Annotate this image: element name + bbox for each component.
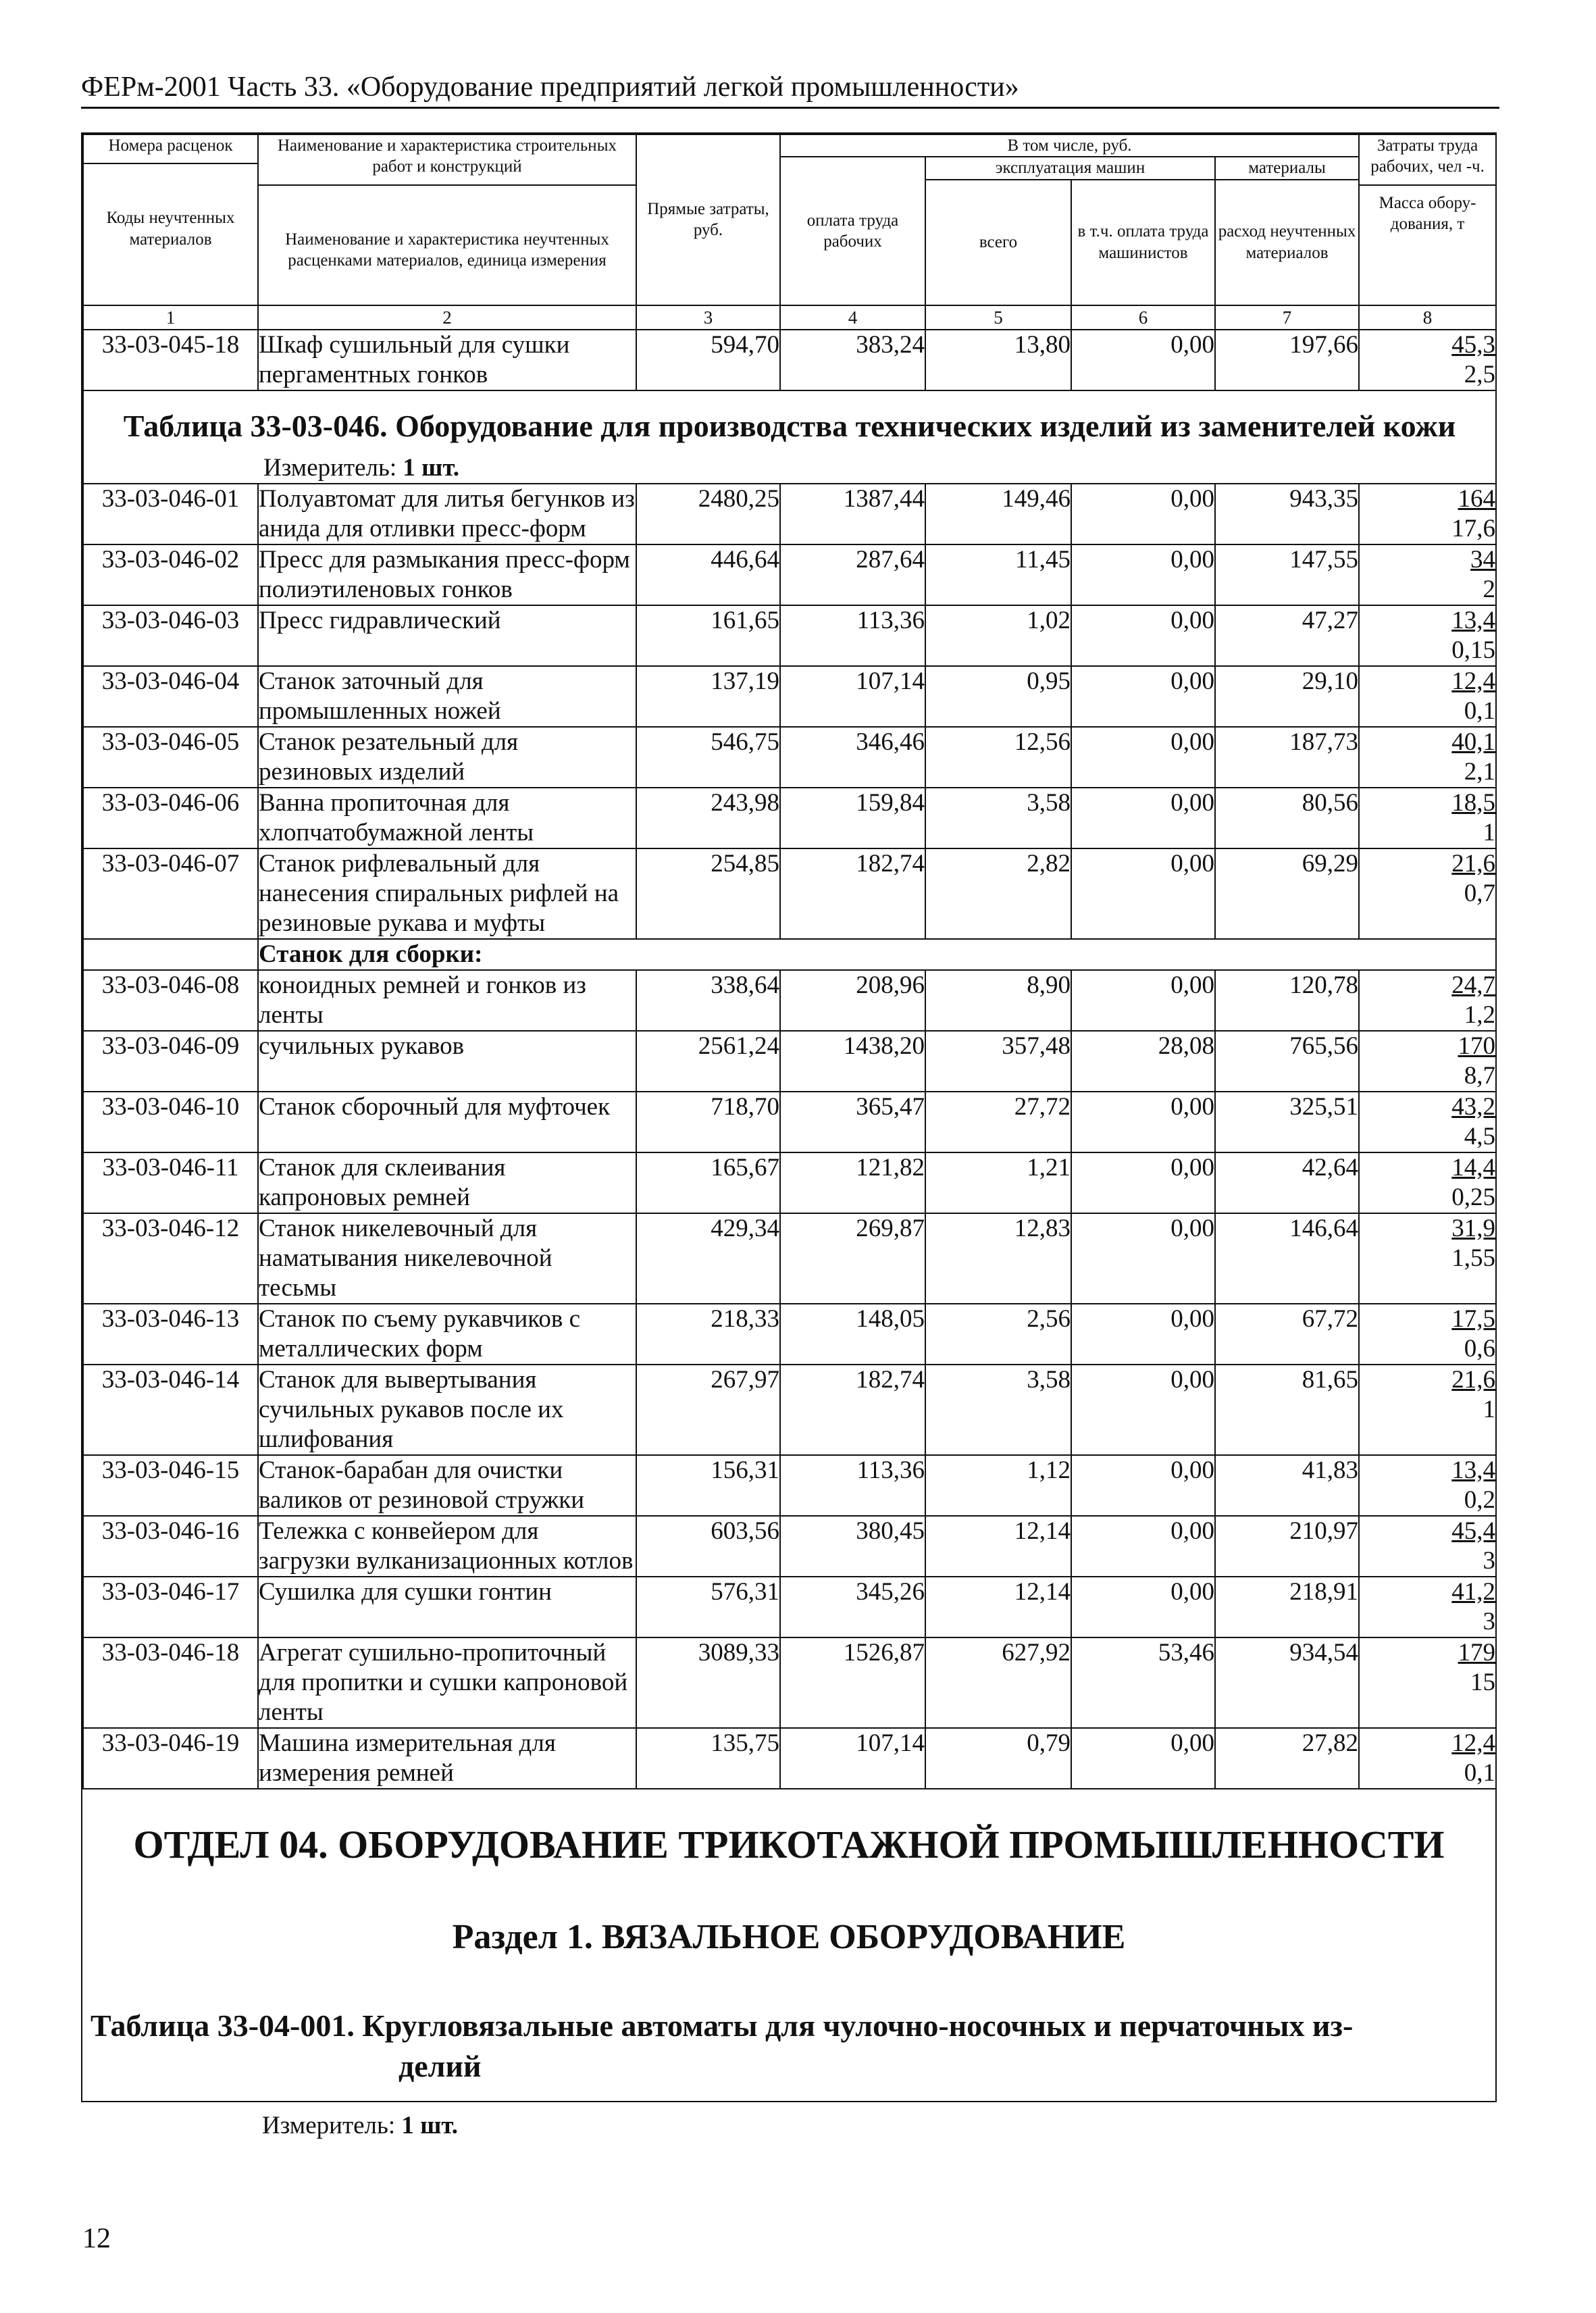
row-code: 33-03-046-08 bbox=[83, 970, 258, 1031]
row-mass: 3 bbox=[1483, 1546, 1496, 1575]
row-labor-hours: 40,1 bbox=[1451, 728, 1496, 756]
row-machine-total: 627,92 bbox=[925, 1637, 1071, 1728]
row-labor-mass bbox=[1359, 1577, 1496, 1637]
table1-meter-value: 1 шт. bbox=[403, 453, 460, 482]
row-labor-pay: 113,36 bbox=[780, 605, 925, 666]
row-name: коноидных ремней и гонков из ленты bbox=[258, 970, 636, 1031]
row-name: Станок-барабан для очистки валиков от резиновой стружки bbox=[258, 1455, 636, 1516]
row-operator-pay: 0,00 bbox=[1071, 1728, 1215, 1789]
col-num-6: 6 bbox=[1071, 305, 1215, 330]
row-operator-pay: 0,00 bbox=[1071, 970, 1215, 1031]
row-operator-pay: 0,00 bbox=[1071, 1577, 1215, 1637]
row-labor-pay: 1387,44 bbox=[780, 484, 925, 544]
table2-meter bbox=[262, 2111, 1495, 2140]
row-operator-pay: 0,00 bbox=[1071, 1092, 1215, 1152]
row-labor-pay: 365,47 bbox=[780, 1092, 925, 1152]
row-mass: 0,1 bbox=[1464, 696, 1496, 725]
row-labor-mass bbox=[1359, 1092, 1496, 1152]
header-labor-pay: оплата труда рабочих bbox=[780, 157, 925, 305]
row-labor-hours: 13,4 bbox=[1451, 1456, 1496, 1484]
table1-title: Таблица 33-03-046. Оборудование для производства технических изделий из заменителей кожи bbox=[123, 408, 1456, 443]
row-operator-pay: 0,00 bbox=[1071, 1152, 1215, 1213]
row-direct-cost: 161,65 bbox=[636, 605, 780, 666]
row-labor-hours: 34 bbox=[1470, 545, 1496, 574]
row-mass: 0,7 bbox=[1464, 879, 1496, 907]
row-name: сучильных рукавов bbox=[258, 1031, 636, 1092]
row-mass: 0,25 bbox=[1451, 1183, 1496, 1211]
row-direct-cost: 338,64 bbox=[636, 970, 780, 1031]
row-code: 33-03-046-11 bbox=[83, 1152, 258, 1213]
header-col1-bottom: Коды неучтенных материалов bbox=[106, 209, 235, 249]
row-machine-total: 12,14 bbox=[925, 1577, 1071, 1637]
row-operator-pay: 53,46 bbox=[1071, 1637, 1215, 1728]
row-code: 33-03-046-06 bbox=[83, 788, 258, 848]
row-materials: 943,35 bbox=[1215, 484, 1359, 544]
row-machine-total: 2,82 bbox=[925, 848, 1071, 939]
row-labor-hours: 12,4 bbox=[1451, 667, 1496, 695]
row-machine-total: 12,56 bbox=[925, 727, 1071, 788]
row-direct-cost: 254,85 bbox=[636, 848, 780, 939]
row-mass: 17,6 bbox=[1451, 514, 1496, 542]
table-row bbox=[83, 605, 1496, 666]
row-labor-mass bbox=[1359, 484, 1496, 544]
row-code: 33-03-046-01 bbox=[83, 484, 258, 544]
row-labor-hours: 41,2 bbox=[1451, 1577, 1496, 1606]
table1-meter-label: Измеритель: bbox=[263, 453, 397, 482]
header-col2-top: Наименование и характеристика строительных работ и конструкций bbox=[277, 136, 617, 176]
header-col8-top: Затраты труда рабочих, чел -ч. bbox=[1370, 136, 1485, 176]
row-labor-pay: 107,14 bbox=[780, 1728, 925, 1789]
row-name: Станок для склеивания капроновых ремней bbox=[258, 1152, 636, 1213]
row-mass: 15 bbox=[1470, 1668, 1496, 1696]
row-labor-mass bbox=[1359, 605, 1496, 666]
row-labor-mass bbox=[1359, 1213, 1496, 1304]
row-operator-pay: 0,00 bbox=[1071, 666, 1215, 727]
row-code: 33-03-046-12 bbox=[83, 1213, 258, 1304]
table-row bbox=[83, 1455, 1496, 1516]
header-operator-pay: в т.ч. оплата труда машинистов bbox=[1071, 180, 1215, 305]
row-materials: 210,97 bbox=[1215, 1516, 1359, 1577]
row-machine-total: 11,45 bbox=[925, 544, 1071, 605]
row-mass: 1 bbox=[1483, 818, 1496, 846]
row-materials: 187,73 bbox=[1215, 727, 1359, 788]
row-labor-mass bbox=[1359, 1031, 1496, 1092]
row-name: Станок рифлевальный для нанесения спиральных рифлей на резиновые рукава и муфты bbox=[258, 848, 636, 939]
row-code: 33-03-046-14 bbox=[83, 1365, 258, 1455]
row-code: 33-03-046-13 bbox=[83, 1304, 258, 1365]
row-direct-cost: 718,70 bbox=[636, 1092, 780, 1152]
table-row bbox=[83, 1516, 1496, 1577]
row-labor-mass bbox=[1359, 666, 1496, 727]
row-materials: 81,65 bbox=[1215, 1365, 1359, 1455]
col-num-7: 7 bbox=[1215, 305, 1359, 330]
rates-table bbox=[82, 134, 1497, 1789]
table1-meter bbox=[84, 453, 1495, 483]
row-labor-pay: 269,87 bbox=[780, 1213, 925, 1304]
row-machine-total: 3,58 bbox=[925, 1365, 1071, 1455]
row-mass: 3 bbox=[1483, 1607, 1496, 1635]
row-code: 33-03-046-07 bbox=[83, 848, 258, 939]
row-labor-hours: 17,5 bbox=[1451, 1304, 1496, 1333]
row-direct-cost: 429,34 bbox=[636, 1213, 780, 1304]
row-labor-mass bbox=[1359, 970, 1496, 1031]
header-col8 bbox=[1359, 134, 1496, 305]
table-row bbox=[83, 1728, 1496, 1789]
row-machine-total: 27,72 bbox=[925, 1092, 1071, 1152]
header-materials: материалы bbox=[1215, 157, 1359, 179]
page-number: 12 bbox=[82, 2223, 111, 2254]
row-labor-pay: 380,45 bbox=[780, 1516, 925, 1577]
row-operator-pay: 28,08 bbox=[1071, 1031, 1215, 1092]
table2-meter-value: 1 шт. bbox=[401, 2111, 459, 2139]
row-materials: 934,54 bbox=[1215, 1637, 1359, 1728]
row-operator-pay: 0,00 bbox=[1071, 330, 1215, 390]
row-mass: 0,6 bbox=[1464, 1334, 1496, 1363]
row-materials: 325,51 bbox=[1215, 1092, 1359, 1152]
table-row bbox=[83, 1637, 1496, 1728]
row-code: 33-03-046-10 bbox=[83, 1092, 258, 1152]
row-machine-total: 357,48 bbox=[925, 1031, 1071, 1092]
header-rule bbox=[81, 107, 1499, 109]
header-col8-divider bbox=[1360, 184, 1495, 186]
row-operator-pay: 0,00 bbox=[1071, 1455, 1215, 1516]
row-labor-hours: 45,4 bbox=[1451, 1517, 1496, 1545]
row-code: 33-03-046-02 bbox=[83, 544, 258, 605]
row-labor-hours: 170 bbox=[1458, 1032, 1496, 1060]
table2-meter-label: Измеритель: bbox=[262, 2111, 396, 2139]
col-num-5: 5 bbox=[925, 305, 1071, 330]
row-labor-hours: 24,7 bbox=[1451, 971, 1496, 999]
row-mass: 1,2 bbox=[1464, 1000, 1496, 1029]
header-col1-divider bbox=[84, 163, 257, 164]
col-num-2: 2 bbox=[258, 305, 636, 330]
table2-title-line2: делий bbox=[398, 2048, 482, 2083]
row-labor-mass bbox=[1359, 1637, 1496, 1728]
row-direct-cost: 218,33 bbox=[636, 1304, 780, 1365]
row-direct-cost: 2561,24 bbox=[636, 1031, 780, 1092]
table-row bbox=[83, 1031, 1496, 1092]
header-col2-divider bbox=[259, 184, 636, 186]
header-col1 bbox=[83, 134, 258, 305]
row-labor-hours: 12,4 bbox=[1451, 1729, 1496, 1757]
row-labor-mass bbox=[1359, 848, 1496, 939]
row-name: Станок заточный для промышленных ножей bbox=[258, 666, 636, 727]
row-mass: 1,55 bbox=[1451, 1244, 1496, 1272]
row-direct-cost: 546,75 bbox=[636, 727, 780, 788]
header-col8-bottom: Масса обору-дования, т bbox=[1379, 193, 1476, 233]
row-code: 33-03-046-18 bbox=[83, 1637, 258, 1728]
row-name: Станок никелевочный для наматывания никелевочной тесьмы bbox=[258, 1213, 636, 1304]
row-name: Пресс для размыкания пресс-форм полиэтиленовых гонков bbox=[258, 544, 636, 605]
row-materials: 29,10 bbox=[1215, 666, 1359, 727]
row-mass: 2 bbox=[1483, 575, 1496, 603]
row-mass: 1 bbox=[1483, 1395, 1496, 1423]
row-labor-pay: 121,82 bbox=[780, 1152, 925, 1213]
row-name: Машина измерительная для измерения ремней bbox=[258, 1728, 636, 1789]
header-col2 bbox=[258, 134, 636, 305]
group-header-row bbox=[83, 939, 1496, 970]
table-row bbox=[83, 330, 1496, 390]
row-labor-mass bbox=[1359, 1304, 1496, 1365]
row-labor-pay: 208,96 bbox=[780, 970, 925, 1031]
header-incl: В том числе, руб. bbox=[780, 134, 1359, 157]
row-code: 33-03-046-03 bbox=[83, 605, 258, 666]
row-direct-cost: 137,19 bbox=[636, 666, 780, 727]
row-materials: 41,83 bbox=[1215, 1455, 1359, 1516]
row-machine-total: 1,12 bbox=[925, 1455, 1071, 1516]
row-operator-pay: 0,00 bbox=[1071, 1304, 1215, 1365]
row-labor-hours: 179 bbox=[1458, 1638, 1496, 1667]
header-material-use: расход неучтенных материалов bbox=[1215, 180, 1359, 305]
row-labor-pay: 182,74 bbox=[780, 1365, 925, 1455]
row-code: 33-03-046-05 bbox=[83, 727, 258, 788]
row-labor-pay: 182,74 bbox=[780, 848, 925, 939]
row-machine-total: 2,56 bbox=[925, 1304, 1071, 1365]
row-operator-pay: 0,00 bbox=[1071, 605, 1215, 666]
row-labor-pay: 1438,20 bbox=[780, 1031, 925, 1092]
row-mass: 0,1 bbox=[1464, 1758, 1496, 1787]
row-labor-pay: 1526,87 bbox=[780, 1637, 925, 1728]
row-mass: 8,7 bbox=[1464, 1061, 1496, 1090]
row-mass: 0,15 bbox=[1451, 636, 1496, 664]
table-row bbox=[83, 666, 1496, 727]
row-labor-hours: 13,4 bbox=[1451, 606, 1496, 634]
row-mass: 0,2 bbox=[1464, 1485, 1496, 1514]
row-machine-total: 3,58 bbox=[925, 788, 1071, 848]
group-header: Станок для сборки: bbox=[258, 939, 1496, 970]
col-num-4: 4 bbox=[780, 305, 925, 330]
row-labor-mass bbox=[1359, 1455, 1496, 1516]
razdel-heading: Раздел 1. ВЯЗАЛЬНОЕ ОБОРУДОВАНИЕ bbox=[452, 1917, 1126, 1956]
row-machine-total: 149,46 bbox=[925, 484, 1071, 544]
row-labor-mass bbox=[1359, 1728, 1496, 1789]
row-operator-pay: 0,00 bbox=[1071, 484, 1215, 544]
row-operator-pay: 0,00 bbox=[1071, 848, 1215, 939]
header-exploit: эксплуатация машин bbox=[925, 157, 1215, 179]
header-col1-top: Номера расценок bbox=[108, 136, 233, 155]
col-num-8: 8 bbox=[1359, 305, 1496, 330]
row-name: Агрегат сушильно-пропиточный для пропитки и сушки капроновой ленты bbox=[258, 1637, 636, 1728]
row-operator-pay: 0,00 bbox=[1071, 544, 1215, 605]
row-labor-mass bbox=[1359, 1365, 1496, 1455]
next-section bbox=[82, 1822, 1495, 2140]
department-heading: ОТДЕЛ 04. ОБОРУДОВАНИЕ ТРИКОТАЖНОЙ ПРОМЫШЛЕННОСТИ bbox=[133, 1822, 1445, 1866]
header-total: всего bbox=[925, 180, 1071, 305]
row-labor-hours: 21,6 bbox=[1451, 1365, 1496, 1394]
row-labor-mass bbox=[1359, 544, 1496, 605]
row-materials: 27,82 bbox=[1215, 1728, 1359, 1789]
row-name: Сушилка для сушки гонтин bbox=[258, 1577, 636, 1637]
row-materials: 42,64 bbox=[1215, 1152, 1359, 1213]
row-labor-pay: 113,36 bbox=[780, 1455, 925, 1516]
row-machine-total: 13,80 bbox=[925, 330, 1071, 390]
content-frame bbox=[81, 132, 1497, 2139]
table-row bbox=[83, 1092, 1496, 1152]
row-code: 33-03-046-04 bbox=[83, 666, 258, 727]
row-materials: 67,72 bbox=[1215, 1304, 1359, 1365]
row-labor-pay: 159,84 bbox=[780, 788, 925, 848]
row-materials: 765,56 bbox=[1215, 1031, 1359, 1092]
row-labor-hours: 45,3 bbox=[1451, 330, 1496, 359]
row-mass: 2,1 bbox=[1464, 757, 1496, 786]
row-operator-pay: 0,00 bbox=[1071, 1213, 1215, 1304]
row-direct-cost: 2480,25 bbox=[636, 484, 780, 544]
row-operator-pay: 0,00 bbox=[1071, 1365, 1215, 1455]
row-name: Тележка с конвейером для загрузки вулканизационных котлов bbox=[258, 1516, 636, 1577]
row-direct-cost: 3089,33 bbox=[636, 1637, 780, 1728]
table-row bbox=[83, 484, 1496, 544]
row-materials: 146,64 bbox=[1215, 1213, 1359, 1304]
row-labor-mass bbox=[1359, 330, 1496, 390]
row-machine-total: 0,79 bbox=[925, 1728, 1071, 1789]
table-row bbox=[83, 1365, 1496, 1455]
row-code: 33-03-046-15 bbox=[83, 1455, 258, 1516]
row-direct-cost: 165,67 bbox=[636, 1152, 780, 1213]
header-direct-costs: Прямые затраты, руб. bbox=[636, 134, 780, 305]
row-materials: 218,91 bbox=[1215, 1577, 1359, 1637]
row-labor-pay: 346,46 bbox=[780, 727, 925, 788]
row-name: Полуавтомат для литья бегунков из анида для отливки пресс-форм bbox=[258, 484, 636, 544]
row-operator-pay: 0,00 bbox=[1071, 727, 1215, 788]
row-mass: 2,5 bbox=[1464, 360, 1496, 388]
row-labor-mass bbox=[1359, 727, 1496, 788]
row-machine-total: 12,14 bbox=[925, 1516, 1071, 1577]
row-materials: 197,66 bbox=[1215, 330, 1359, 390]
row-direct-cost: 446,64 bbox=[636, 544, 780, 605]
row-name: Пресс гидравлический bbox=[258, 605, 636, 666]
row-machine-total: 12,83 bbox=[925, 1213, 1071, 1304]
row-name: Шкаф сушильный для сушки пергаментных гонков bbox=[258, 330, 636, 390]
table1-title-cell bbox=[83, 390, 1496, 484]
row-direct-cost: 135,75 bbox=[636, 1728, 780, 1789]
row-machine-total: 1,21 bbox=[925, 1152, 1071, 1213]
row-name: Ванна пропиточная для хлопчатобумажной ленты bbox=[258, 788, 636, 848]
row-labor-hours: 164 bbox=[1458, 484, 1496, 513]
running-head: ФЕРм-2001 Часть 33. «Оборудование предприятий легкой промышленности» bbox=[81, 72, 1019, 103]
table2-title-line1: Таблица 33-04-001. Кругловязальные автоматы для чулочно-носочных и перчаточных из- bbox=[91, 2008, 1354, 2043]
table-row bbox=[83, 788, 1496, 848]
row-materials: 80,56 bbox=[1215, 788, 1359, 848]
row-labor-pay: 107,14 bbox=[780, 666, 925, 727]
row-operator-pay: 0,00 bbox=[1071, 1516, 1215, 1577]
row-labor-hours: 43,2 bbox=[1451, 1092, 1496, 1121]
row-materials: 69,29 bbox=[1215, 848, 1359, 939]
row-materials: 147,55 bbox=[1215, 544, 1359, 605]
column-numbers-row bbox=[83, 305, 1496, 330]
row-materials: 120,78 bbox=[1215, 970, 1359, 1031]
table-row bbox=[83, 970, 1496, 1031]
col-num-1: 1 bbox=[83, 305, 258, 330]
header-row-1 bbox=[83, 134, 1496, 157]
col-num-3: 3 bbox=[636, 305, 780, 330]
table-row bbox=[83, 1213, 1496, 1304]
row-machine-total: 0,95 bbox=[925, 666, 1071, 727]
row-labor-hours: 31,9 bbox=[1451, 1214, 1496, 1242]
table-row bbox=[83, 1304, 1496, 1365]
header-col2-bottom: Наименование и характеристика неучтенных расценками материалов, единица измерения bbox=[285, 230, 609, 270]
row-labor-hours: 14,4 bbox=[1451, 1153, 1496, 1181]
row-direct-cost: 576,31 bbox=[636, 1577, 780, 1637]
row-labor-pay: 287,64 bbox=[780, 544, 925, 605]
row-operator-pay: 0,00 bbox=[1071, 788, 1215, 848]
table-row bbox=[83, 1577, 1496, 1637]
row-direct-cost: 594,70 bbox=[636, 330, 780, 390]
table2-title bbox=[91, 2006, 1495, 2087]
table1-title-row bbox=[83, 390, 1496, 484]
row-name: Станок резательный для резиновых изделий bbox=[258, 727, 636, 788]
row-direct-cost: 243,98 bbox=[636, 788, 780, 848]
row-labor-pay: 345,26 bbox=[780, 1577, 925, 1637]
row-code: 33-03-046-17 bbox=[83, 1577, 258, 1637]
row-code: 33-03-046-16 bbox=[83, 1516, 258, 1577]
table-row bbox=[83, 544, 1496, 605]
row-direct-cost: 267,97 bbox=[636, 1365, 780, 1455]
row-code: 33-03-045-18 bbox=[83, 330, 258, 390]
row-name: Станок по съему рукавчиков с металлических форм bbox=[258, 1304, 636, 1365]
row-machine-total: 8,90 bbox=[925, 970, 1071, 1031]
row-code: 33-03-046-19 bbox=[83, 1728, 258, 1789]
row-labor-pay: 148,05 bbox=[780, 1304, 925, 1365]
row-name: Станок для вывертывания сучильных рукавов после их шлифования bbox=[258, 1365, 636, 1455]
table-row bbox=[83, 848, 1496, 939]
group-code-empty bbox=[83, 939, 258, 970]
row-materials: 47,27 bbox=[1215, 605, 1359, 666]
row-direct-cost: 156,31 bbox=[636, 1455, 780, 1516]
row-machine-total: 1,02 bbox=[925, 605, 1071, 666]
row-labor-mass bbox=[1359, 788, 1496, 848]
row-mass: 4,5 bbox=[1464, 1122, 1496, 1150]
row-labor-mass bbox=[1359, 1152, 1496, 1213]
row-labor-mass bbox=[1359, 1516, 1496, 1577]
table-row bbox=[83, 1152, 1496, 1213]
row-labor-hours: 21,6 bbox=[1451, 849, 1496, 878]
row-labor-hours: 18,5 bbox=[1451, 788, 1496, 817]
row-direct-cost: 603,56 bbox=[636, 1516, 780, 1577]
row-labor-pay: 383,24 bbox=[780, 330, 925, 390]
row-name: Станок сборочный для муфточек bbox=[258, 1092, 636, 1152]
table-row bbox=[83, 727, 1496, 788]
row-code: 33-03-046-09 bbox=[83, 1031, 258, 1092]
